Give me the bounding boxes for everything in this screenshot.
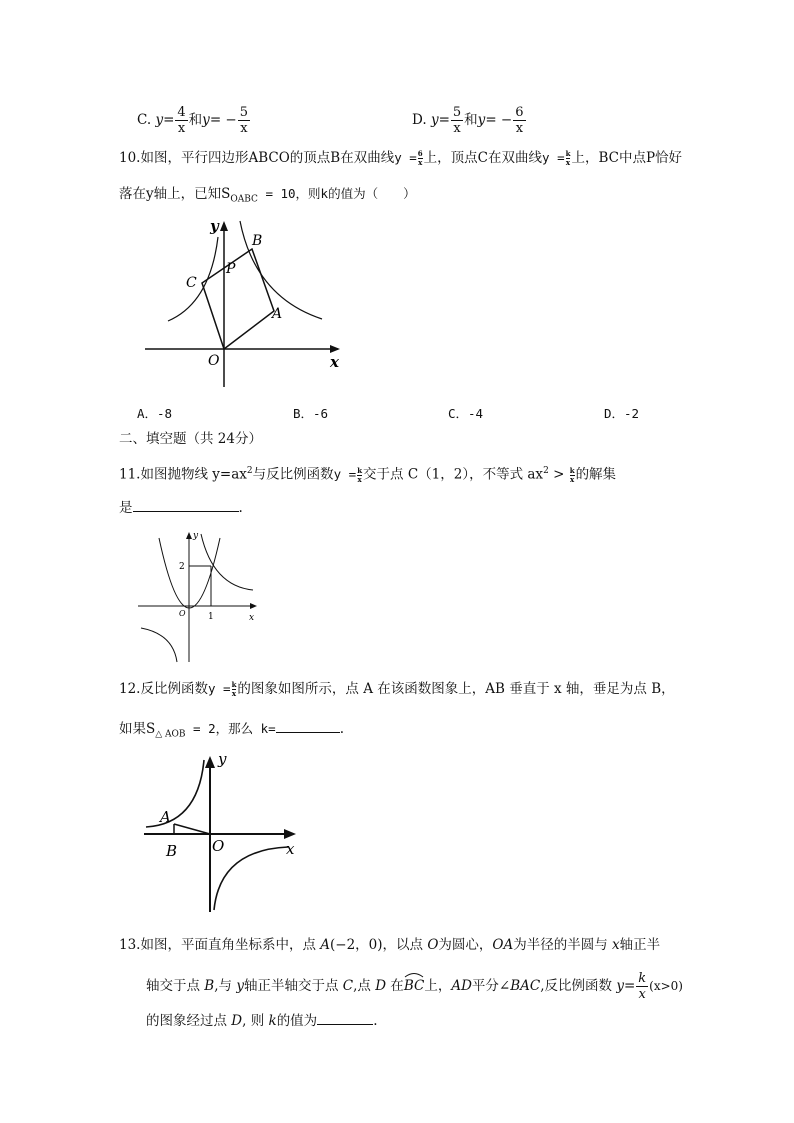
q11-label-1: 1 [208, 612, 214, 622]
q12-x-arrow-icon [284, 829, 296, 839]
q10-option-c: C．-4 [448, 406, 484, 421]
q12-label-o: O [212, 837, 225, 855]
q11-x-arrow-icon [250, 603, 257, 609]
q12-hyperbola-lower-right [214, 847, 288, 910]
q11-label-2: 2 [179, 562, 185, 572]
q10-label-b: B [252, 233, 263, 249]
q13-stem-line2: 轴交于点 B,与 y轴正半轴交于点 C,点 D 在 BC上，AD平分∠BAC,反比例函数 y= $\frac{k}{x}$ (x>0) [146, 971, 683, 1002]
q11-label-y: y [193, 531, 199, 541]
q10-figure [140, 215, 355, 395]
q12-y-arrow-icon [205, 756, 215, 768]
q11-hyperbola-left [141, 628, 177, 662]
q12-hyperbola-upper-left [146, 760, 204, 827]
q11-y-arrow-icon [186, 532, 192, 539]
q13-answer-blank [317, 1010, 373, 1025]
q11-stem-line2: 是 . [119, 497, 243, 518]
q9-option-d: D. y= $\frac{5}{x}$ 和y= − $\frac{6}{x}$ [412, 105, 524, 136]
q12-label-b: B [166, 842, 178, 860]
q9-option-c: C. y= $\frac{4}{x}$ 和y= − $\frac{5}{x}$ [137, 105, 249, 136]
q11-hyperbola-right [201, 534, 253, 590]
q10-option-d: D．-2 [604, 406, 640, 421]
q11-stem-line1: 11.如图抛物线 $y=ax^2$与反比例函数y = $\frac{k}{x}$ 交于点 C（1，2），不等式 $ax^2$ > $\frac{k}{x}$ 的解集 [119, 465, 617, 484]
q12-stem-line2: 如果$S_{\triangle AOB} = 2$，那么 k= . [119, 718, 344, 745]
q13-stem-line3: 的图象经过点 D, 则 k的值为 . [146, 1010, 377, 1031]
q12-label-a: A [160, 808, 171, 826]
q13-stem-line1: 13.如图，平面直角坐标系中，点 A(−2，0)，以点 O为圆心，OA为半径的半圆与 x轴正半 [119, 937, 661, 953]
q12-answer-blank [276, 718, 340, 733]
q12-label-x: x [286, 840, 295, 858]
q10-label-o: O [208, 353, 220, 369]
q12-figure [140, 750, 305, 915]
q12-segment-ao [174, 824, 210, 834]
q10-stem-line1: 10.如图，平行四边形ABCO的顶点B在双曲线y = $\frac{6}{x}$ 上，顶点C在双曲线y = $\frac{k}{x}$ 上，BC中点P恰好 [119, 149, 683, 167]
q11-label-o: O [179, 609, 186, 618]
section-title: 二、填空题（共 24分） [119, 431, 262, 447]
q10-label-c: C [186, 275, 197, 291]
q10-label-p: P [226, 261, 236, 277]
q13-arc-bc: BC [404, 976, 425, 996]
q12-stem-line1: 12.反比例函数y = $\frac{k}{x}$ 的图象如图所示，点 A 在该函数图象上，AB 垂直于 x 轴，垂足为点 B， [119, 680, 675, 698]
q10-option-b: B．-6 [293, 406, 329, 421]
q10-label-x: x [330, 353, 339, 371]
q10-x-arrow-icon [330, 345, 340, 353]
q11-label-x: x [249, 613, 255, 623]
q10-option-a: A．-8 [137, 406, 173, 421]
q11-figure [133, 528, 263, 664]
q10-label-y: y [210, 217, 219, 235]
q11-answer-blank [133, 497, 239, 512]
q10-stem-line2: 落在y轴上，已知$S_{OABC} = 10$，则k的值为（ ） [119, 186, 416, 205]
q10-label-a: A [272, 306, 283, 322]
q12-label-y: y [218, 750, 227, 768]
q10-y-arrow-icon [220, 221, 228, 231]
arc-icon [404, 972, 424, 978]
